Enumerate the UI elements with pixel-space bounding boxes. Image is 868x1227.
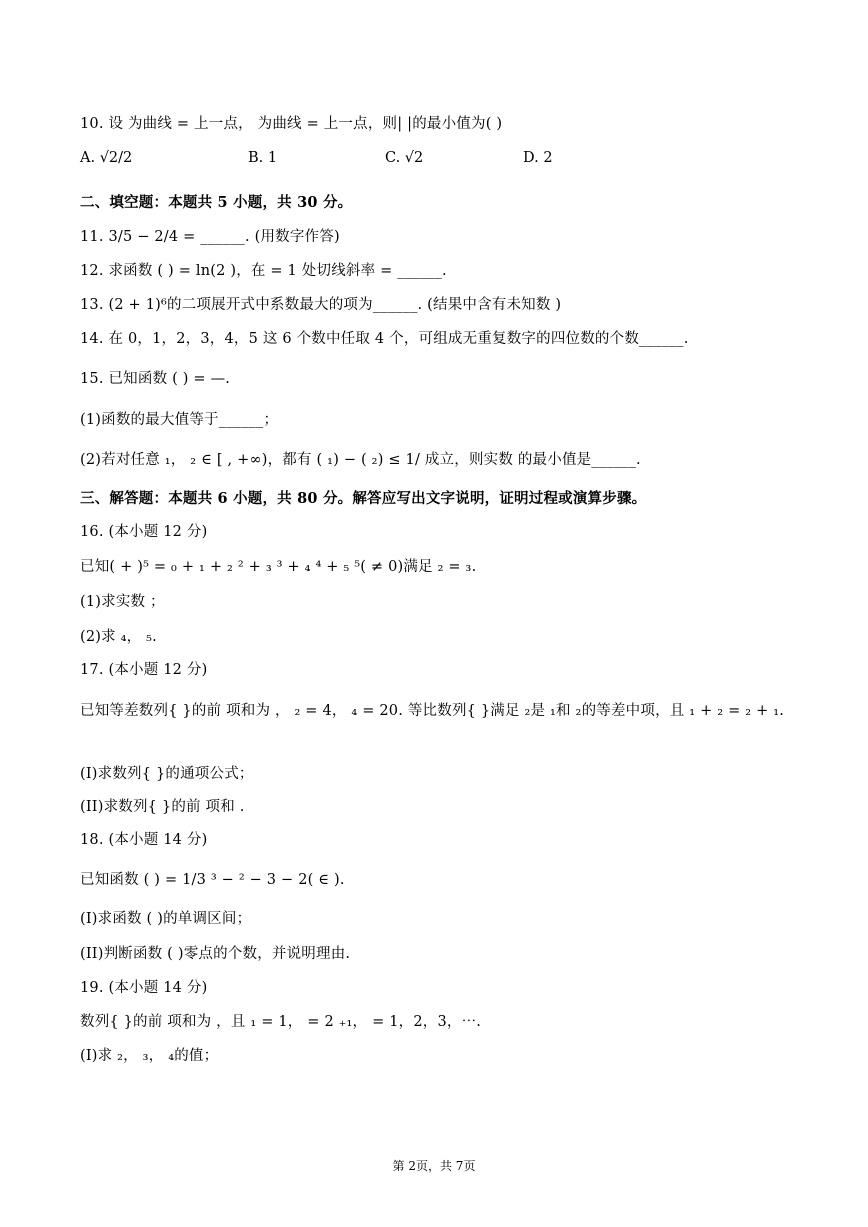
question-17-header: 17. (本小题 12 分) xyxy=(80,662,208,678)
question-17-stem: 已知等差数列{ }的前 项和为 ， ₂ = 4， ₄ = 20. 等比数列{ }满足 ₂是 ₁和 ₂的等差中项，且 ₁ + ₂ = ₂ + ₁. xyxy=(80,703,785,719)
question-10-stem: 10. 设 为曲线 = 上一点， 为曲线 = 上一点，则| |的最小值为( ) xyxy=(80,116,503,132)
question-14: 14. 在 0，1，2，3，4，5 这 6 个数中任取 4 个，可组成无重复数字的四位数的个数______. xyxy=(80,331,689,347)
question-16-header: 16. (本小题 12 分) xyxy=(80,524,208,540)
question-10-options xyxy=(80,148,780,178)
question-19-header: 19. (本小题 14 分) xyxy=(80,980,208,996)
option-b: B. 1 xyxy=(248,150,278,166)
question-12: 12. 求函数 ( ) = ln(2 )，在 = 1 处切线斜率 = ______. xyxy=(80,263,447,279)
question-18-header: 18. (本小题 14 分) xyxy=(80,832,208,848)
question-16-stem: 已知( + )⁵ = ₀ + ₁ + ₂ ² + ₃ ³ + ₄ ⁴ + ₅ ⁵( ≠ 0)满足 ₂ = ₃. xyxy=(80,559,477,575)
option-a: A. √2/2 xyxy=(80,150,133,166)
question-19-stem: 数列{ }的前 项和为 ，且 ₁ = 1， = 2 ₊₁， = 1，2，3，⋯. xyxy=(80,1014,482,1030)
question-11: 11. 3/5 − 2/4 = ______. (用数字作答) xyxy=(80,229,340,245)
question-18-part-1: (I)求函数 ( )的单调区间； xyxy=(80,911,252,927)
option-d: D. 2 xyxy=(523,150,553,166)
question-13: 13. (2 + 1)⁶的二项展开式中系数最大的项为______. (结果中含有未知数 ) xyxy=(80,297,562,313)
question-15-part-1: (1)函数的最大值等于______； xyxy=(80,412,279,428)
question-16-part-2: (2)求 ₄， ₅. xyxy=(80,629,157,645)
question-17-part-1: (I)求数列{ }的通项公式； xyxy=(80,766,254,782)
question-16-part-1: (1)求实数 ； xyxy=(80,594,165,610)
question-18-stem: 已知函数 ( ) = 1/3 ³ − ² − 3 − 2( ∈ ). xyxy=(80,872,345,888)
question-19-part-1: (I)求 ₂， ₃， ₄的值； xyxy=(80,1048,219,1064)
question-15-part-2: (2)若对任意 ₁， ₂ ∈ [ , +∞)，都有 ( ₁) − ( ₂) ≤ 1/ 成立，则实数 的最小值是______. xyxy=(80,452,641,468)
question-17-part-2: (II)求数列{ }的前 项和 . xyxy=(80,799,245,815)
section-2-heading: 二、填空题：本题共 5 小题，共 30 分。 xyxy=(80,194,353,211)
question-18-part-2: (II)判断函数 ( )零点的个数，并说明理由. xyxy=(80,946,351,962)
option-c: C. √2 xyxy=(385,150,424,166)
page-footer: 第 2页，共 7页 xyxy=(392,1159,476,1173)
question-15-stem: 15. 已知函数 ( ) = —. xyxy=(80,371,231,387)
section-3-heading: 三、解答题：本题共 6 小题，共 80 分。解答应写出文字说明，证明过程或演算步骤。 xyxy=(80,490,647,507)
